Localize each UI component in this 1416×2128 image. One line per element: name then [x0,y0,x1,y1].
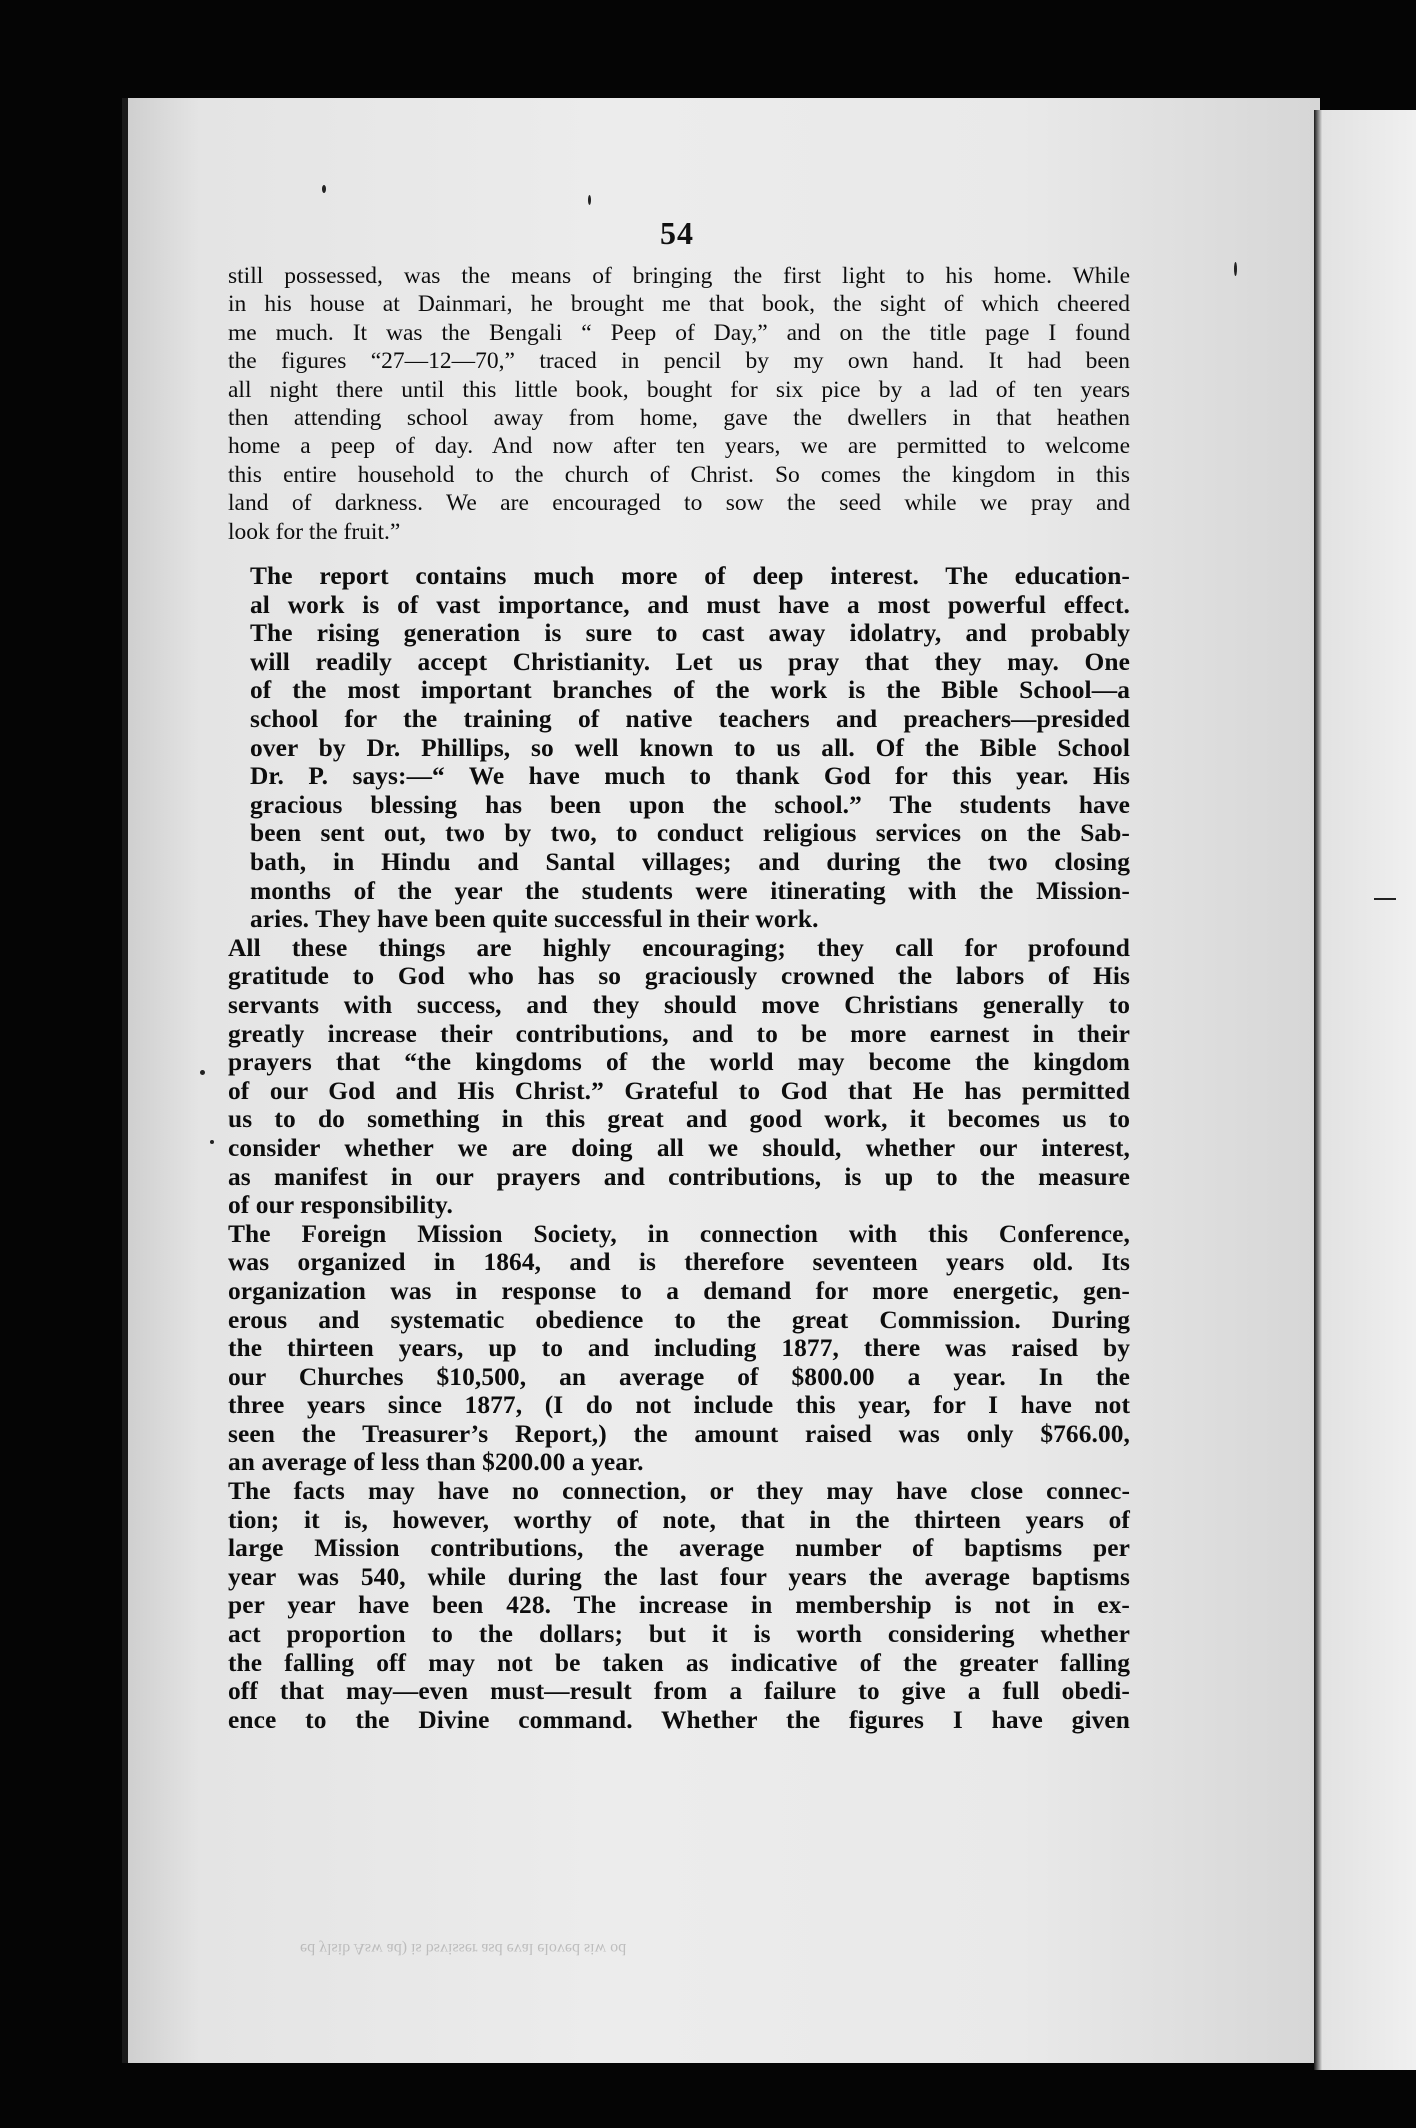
text-line: per year have been 428. The increase in membership is not in ex- [228,1591,1130,1620]
ink-speck [1234,262,1237,276]
text-line: consider whether we are doing all we should, whether our interest, [228,1133,1130,1162]
paragraph-report [228,562,1130,934]
paragraph-facts [228,1477,1130,1734]
text-line: school for the training of native teachers and preachers—presided [250,705,1130,734]
text-line: home a peep of day. And now after ten years, we are permitted to welcome [228,433,1130,460]
ink-speck [322,185,326,193]
adjacent-page-edge [1314,110,1416,2070]
text-line: of the most important branches of the work is the Bible School—a [250,676,1130,705]
paragraph-society [228,1220,1130,1477]
ink-speck [588,195,591,205]
text-line: our Churches $10,500, an average of $800.00 a year. In the [228,1362,1130,1391]
ink-speck [210,1140,214,1144]
text-line: act proportion to the dollars; but it is worth considering whether [228,1620,1130,1649]
text-line: The rising generation is sure to cast away idolatry, and probably [250,619,1130,648]
text-line: bath, in Hindu and Santal villages; and during the two closing [250,848,1130,876]
show-through-text: ed ylsib Asw ad) is bsvisser asd eval eloved siw od [300,1940,627,1957]
text-line: will readily accept Christianity. Let us pray that they may. One [250,647,1130,676]
text-line: tion; it is, however, worthy of note, that in the thirteen years of [228,1505,1130,1534]
text-line: prayers that “the kingdoms of the world may become the kingdom [228,1048,1130,1077]
text-line: off that may—even must—result from a failure to give a full obedi- [228,1677,1130,1706]
text-line: organization was in response to a demand for more energetic, gen- [228,1276,1130,1305]
text-line: this entire household to the church of Christ. So comes the kingdom in this [228,461,1130,488]
text-line: large Mission contributions, the average number of baptisms per [228,1534,1130,1563]
text-line: year was 540, while during the last four years the average baptisms [228,1562,1130,1591]
text-line: me much. It was the Bengali “ Peep of Day,” and on the title page I found [228,319,1130,346]
text-line: All these things are highly encouraging; they call for profound [228,933,1130,962]
text-line: in his house at Dainmari, he brought me that book, the sight of which cheered [228,291,1130,318]
ink-speck [1374,898,1396,900]
text-line: The report contains much more of deep interest. The education- [250,562,1130,591]
text-line: us to do something in this great and good work, it becomes us to [228,1105,1130,1134]
text-line: the thirteen years, up to and including 1877, there was raised by [228,1334,1130,1363]
text-line: The facts may have no connection, or they may have close connec- [228,1477,1130,1506]
text-line: al work is of vast importance, and must have a most powerful effect. [250,590,1130,619]
text-line: the figures “27—12—70,” traced in pencil by my own hand. It had been [228,348,1130,375]
text-line: still possessed, was the means of bringing the first light to his home. While [228,263,1130,289]
text-line: then attending school away from home, gave the dwellers in that heathen [228,405,1130,432]
text-line: been sent out, two by two, to conduct religious services on the Sab- [250,819,1130,848]
text-line: aries. They have been quite successful in their work. [250,905,819,934]
text-line: three years since 1877, (I do not include this year, for I have not [228,1391,1130,1420]
paragraph-encouraging [228,934,1130,1220]
body-text [228,262,1130,1734]
text-line: greatly increase their contributions, and to be more earnest in their [228,1019,1130,1048]
text-line: an average of less than $200.00 a year. [228,1448,644,1477]
text-line: over by Dr. Phillips, so well known to us all. Of the Bible School [250,733,1130,762]
text-line: of our responsibility. [228,1191,453,1220]
text-line: months of the year the students were itinerating with the Mission- [250,876,1130,905]
text-line: gracious blessing has been upon the school.” The students have [250,790,1130,819]
paragraph-quote-end [228,262,1130,546]
text-line: The Foreign Mission Society, in connection with this Conference, [228,1219,1130,1248]
text-line: servants with success, and they should move Christians generally to [228,990,1130,1019]
text-line: gratitude to God who has so graciously crowned the labors of His [228,962,1130,991]
text-line: the falling off may not be taken as indicative of the greater falling [228,1648,1130,1677]
text-line: land of darkness. We are encouraged to sow the seed while we pray and [228,490,1130,517]
text-line: of our God and His Christ.” Grateful to God that He has permitted [228,1076,1130,1105]
text-line: all night there until this little book, bought for six pice by a lad of ten years [228,376,1130,403]
text-line: ence to the Divine command. Whether the figures I have given [228,1705,1130,1734]
text-line: as manifest in our prayers and contributions, is up to the measure [228,1162,1130,1191]
text-line: was organized in 1864, and is therefore seventeen years old. Its [228,1248,1130,1277]
page-number: 54 [660,215,694,251]
text-line: look for the fruit.” [228,518,401,545]
text-line: seen the Treasurer’s Report,) the amount raised was only $766.00, [228,1419,1130,1448]
text-line: erous and systematic obedience to the great Commission. During [228,1305,1130,1334]
text-line: Dr. P. says:—“ We have much to thank God for this year. His [250,762,1130,791]
ink-speck [200,1070,205,1075]
